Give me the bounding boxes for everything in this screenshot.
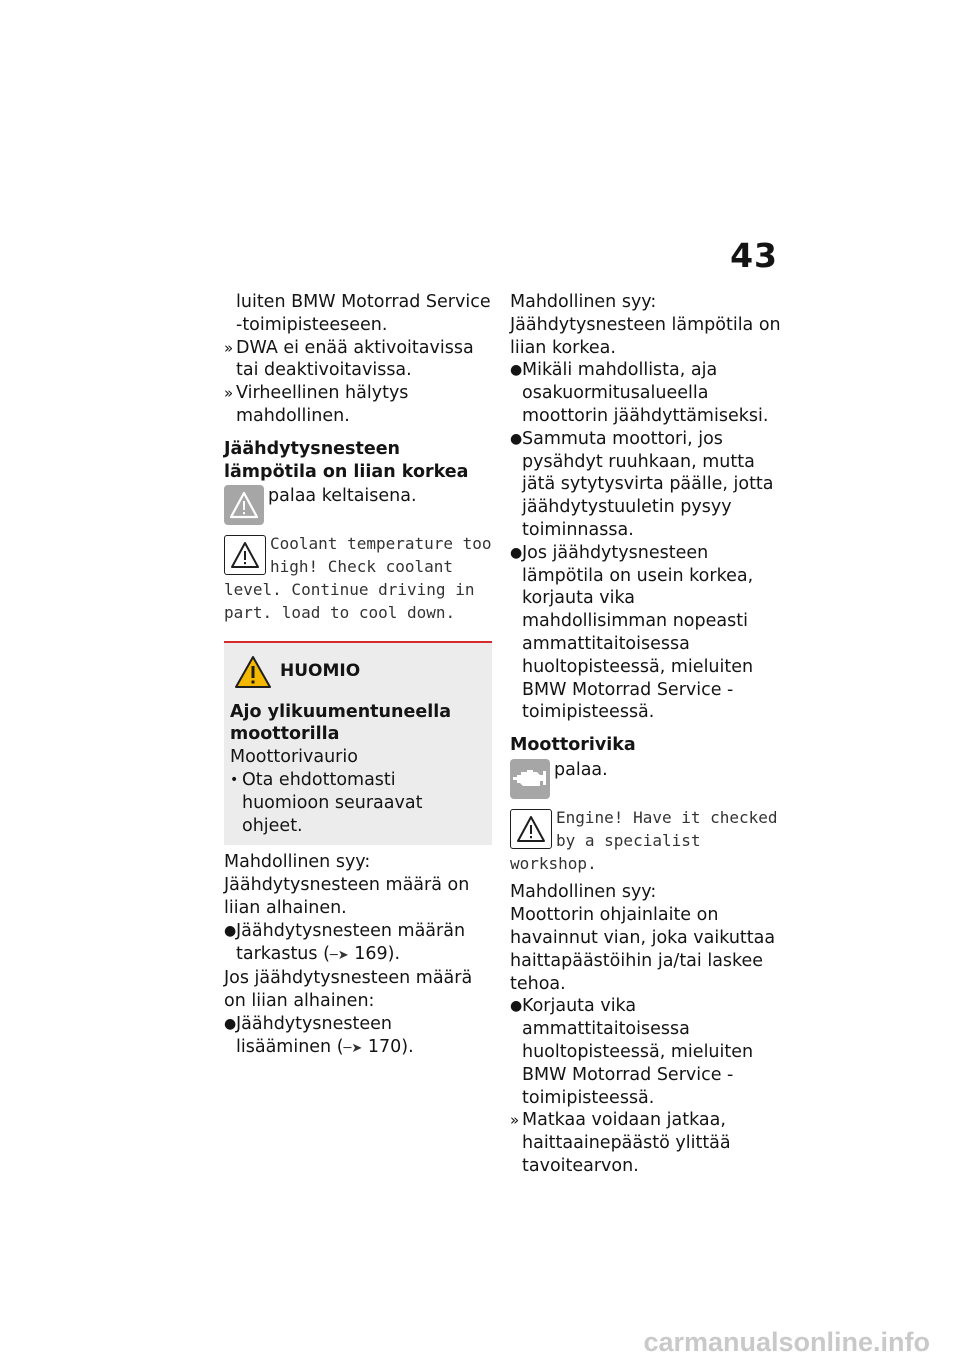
- action-item: [224, 920, 492, 968]
- condition-text: Jos jäähdytysnesteen määrä on liian alhainen:: [224, 968, 473, 1012]
- display-message: [510, 807, 782, 875]
- caution-triangle-icon: [234, 655, 272, 689]
- warning-triangle-icon: [224, 535, 266, 575]
- result-text: DWA ei enää aktivoitavissa tai deaktivoitavissa.: [236, 337, 474, 381]
- cause-text: Jäähdytysnesteen määrä on liian alhainen.: [224, 875, 470, 918]
- action-text: Korjauta vika ammattitaitoisessa huoltopisteessä, mieluiten BMW Motorrad Service -toimipisteessä.: [522, 996, 754, 1108]
- result-text: Virheellinen hälytys mahdollinen.: [236, 383, 409, 426]
- bullet-icon: ●: [510, 362, 523, 379]
- action-text: Jos jäähdytysnesteen lämpötila on usein korkea, korjauta vika mahdollisimman nopeasti ammattitaitoisessa huoltopisteessä, mieluiten BMW Motorrad Service -toimipisteessä.: [522, 542, 754, 723]
- action-text: Mikäli mahdollista, aja osakuormitusalueella moottorin jäähdyttämiseksi.: [522, 360, 769, 426]
- cause-text: Jäähdytysnesteen lämpötila on liian korkea.: [510, 314, 781, 358]
- action-text: Jäähdytysnesteen määrän tarkastus (: [236, 920, 466, 964]
- cause-text: Moottorin ohjainlaite on havainnut vian, joka vaikuttaa haittapäästöihin ja/tai laskee tehoa.: [510, 905, 776, 994]
- bullet-icon: ●: [510, 998, 523, 1015]
- page-ref-arrow-icon: ─➤: [343, 1040, 363, 1056]
- notice-title: Ajo ylikuumentuneella moottorilla: [230, 701, 452, 745]
- indicator-lamp-row: [224, 485, 492, 525]
- page-number: 43: [730, 236, 778, 275]
- continued-line: luiten BMW Motorrad Service: [236, 292, 491, 312]
- footer-watermark: carmanualsonline.info: [643, 1327, 930, 1357]
- right-column: [510, 291, 782, 1178]
- display-message: [224, 533, 492, 624]
- notice-subtitle: Moottorivaurio: [230, 747, 358, 768]
- display-message-text: Coolant temperature too high! Check coolant level. Continue driving in part. load to cool down.: [224, 534, 492, 622]
- result-arrow-icon: »: [510, 1111, 520, 1130]
- page-ref-arrow-icon: ─➤: [329, 947, 349, 963]
- action-text: Sammuta moottori, jos pysähdyt ruuhkaan, mutta jätä sytytysvirta päälle, jotta jäähdytystuuletin pysyy toiminnassa.: [522, 428, 774, 540]
- action-item: [510, 428, 782, 542]
- display-message-text: Engine! Have it checked by a specialist workshop.: [510, 807, 778, 873]
- notice-bullet: [230, 769, 486, 837]
- bullet-icon: •: [230, 771, 239, 788]
- cause-label: Mahdollinen syy:: [510, 292, 657, 312]
- cause-label: Mahdollinen syy:: [224, 852, 371, 873]
- result-item: [224, 382, 492, 428]
- result-arrow-icon: »: [224, 338, 234, 357]
- warning-lamp-icon: [224, 485, 264, 525]
- warning-triangle-icon: [510, 809, 552, 849]
- action-text: Jäähdytysnesteen lisääminen (: [236, 1013, 392, 1057]
- notice-label: HUOMIO: [280, 661, 361, 682]
- engine-lamp-icon: [510, 759, 550, 799]
- result-item: [510, 1109, 782, 1177]
- bullet-icon: ●: [224, 1015, 237, 1032]
- notice-header: [230, 655, 486, 689]
- bullet-icon: ●: [510, 544, 523, 561]
- indicator-lamp-row: [510, 759, 782, 799]
- bullet-icon: ●: [224, 922, 237, 939]
- action-item: [224, 1013, 492, 1061]
- section-heading: Moottorivika: [510, 735, 636, 756]
- lamp-status-text: palaa keltaisena.: [268, 486, 417, 507]
- action-item: [510, 542, 782, 724]
- left-column: [224, 291, 492, 1061]
- page-reference[interactable]: ─➤ 169).: [329, 943, 401, 964]
- lamp-status-text: palaa.: [554, 759, 608, 780]
- notice-bullet-text: Ota ehdottomasti huomioon seuraavat ohjeet.: [242, 769, 423, 836]
- bullet-icon: ●: [510, 430, 523, 447]
- page-reference[interactable]: ─➤ 170).: [343, 1036, 414, 1057]
- action-item: [510, 995, 782, 1109]
- result-arrow-icon: »: [224, 384, 234, 403]
- result-item: [224, 337, 492, 383]
- action-item: [510, 359, 782, 427]
- cause-label: Mahdollinen syy:: [510, 882, 657, 903]
- notice-box: [224, 641, 492, 846]
- section-heading: Jäähdytysnesteen lämpötila on liian korkea: [224, 438, 469, 482]
- result-text: Matkaa voidaan jatkaa, haittaainepäästö ylittää tavoitearvon.: [522, 1110, 731, 1176]
- continued-line: -toimipisteeseen.: [236, 314, 388, 335]
